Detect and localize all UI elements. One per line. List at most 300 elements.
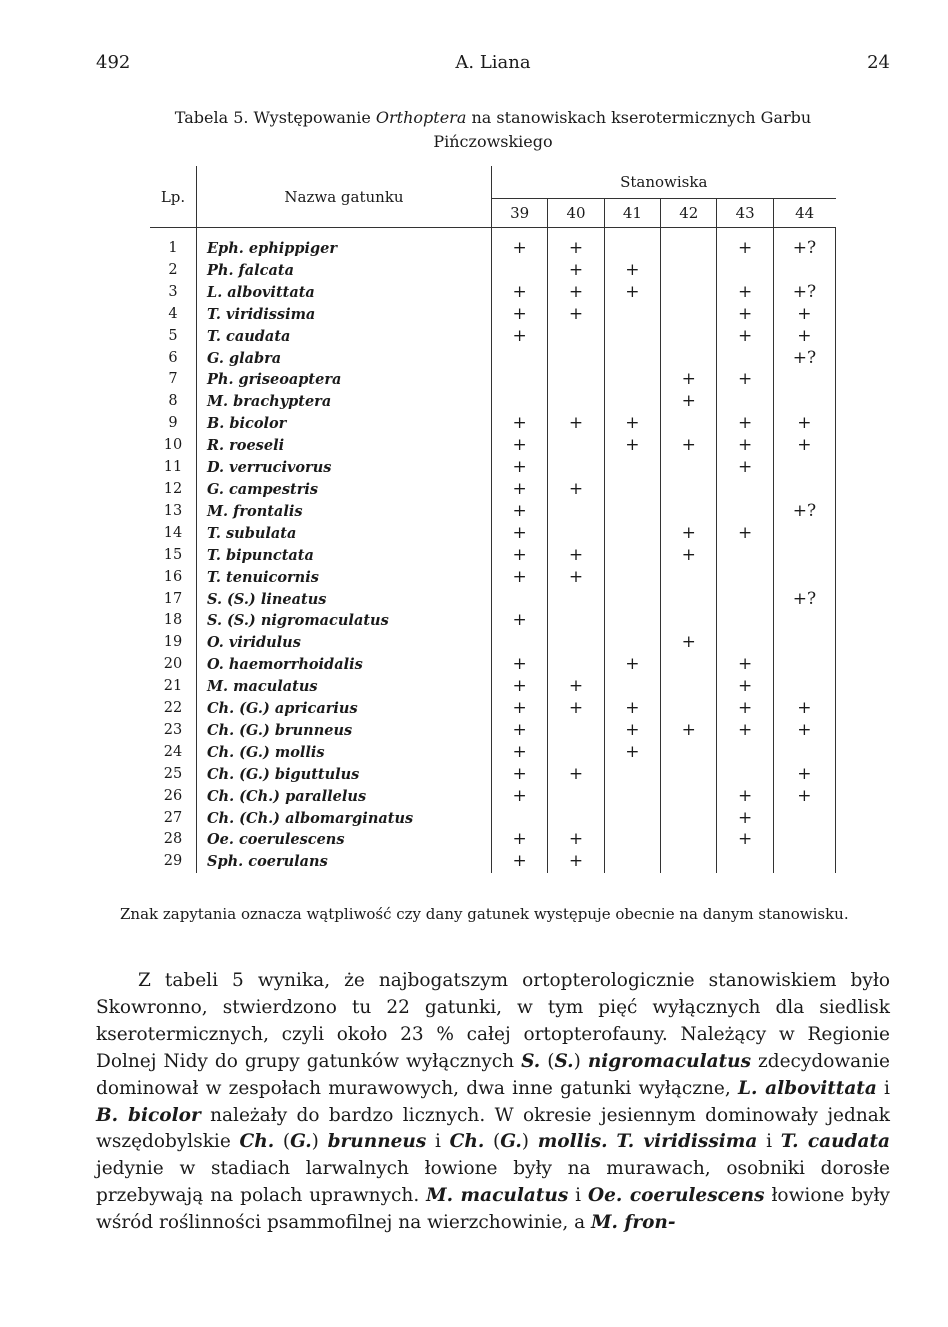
site-header: 43	[717, 199, 773, 228]
occurrence-mark	[604, 808, 660, 830]
occurrence-mark	[661, 786, 717, 808]
species-name: O. haemorrhoidalis	[197, 654, 492, 676]
table-row	[150, 304, 836, 326]
occurrence-mark: +	[773, 326, 835, 348]
occurrence-mark	[661, 698, 717, 720]
occurrence-mark: +	[492, 238, 548, 260]
occurrence-mark	[661, 808, 717, 830]
occurrence-mark: +	[717, 457, 773, 479]
table-row	[150, 545, 836, 567]
caption-suffix: na stanowiskach kserotermicznych Garbu	[466, 108, 812, 127]
site-header: 44	[773, 199, 835, 228]
row-number: 20	[150, 654, 197, 676]
occurrence-mark: +	[717, 523, 773, 545]
occurrence-mark: +	[604, 698, 660, 720]
row-number: 8	[150, 391, 197, 413]
table-row	[150, 238, 836, 260]
taxon-name: Ch.	[449, 1131, 485, 1153]
occurrence-mark	[661, 764, 717, 786]
occurrence-mark	[661, 304, 717, 326]
occurrence-mark	[548, 523, 604, 545]
occurrence-mark: +	[548, 829, 604, 851]
occurrence-mark: +	[548, 764, 604, 786]
occurrence-mark	[661, 829, 717, 851]
occurrence-mark	[492, 348, 548, 370]
occurrence-mark	[548, 348, 604, 370]
text-segment: i	[426, 1131, 450, 1153]
occurrence-mark: +	[492, 501, 548, 523]
occurrence-mark	[661, 610, 717, 632]
text-segment: i	[876, 1077, 890, 1099]
site-header: 39	[492, 199, 548, 228]
occurrence-mark	[548, 786, 604, 808]
occurrence-mark	[548, 589, 604, 611]
caption-taxon: Orthoptera	[375, 108, 467, 127]
occurrence-mark	[604, 369, 660, 391]
occurrence-mark	[773, 632, 835, 654]
page-header	[96, 52, 890, 76]
col-header-name: Nazwa gatunku	[197, 166, 492, 228]
occurrence-mark: +	[492, 326, 548, 348]
text-segment: (	[484, 1131, 501, 1153]
site-header: 41	[604, 199, 660, 228]
occurrence-mark	[548, 501, 604, 523]
occurrence-mark: +	[548, 304, 604, 326]
occurrence-mark	[661, 238, 717, 260]
table-row	[150, 851, 836, 873]
occurrence-mark	[604, 851, 660, 873]
text-segment	[608, 1131, 617, 1152]
text-segment: )	[573, 1050, 588, 1072]
taxon-name: mollis.	[537, 1131, 608, 1153]
occurrence-mark: +	[548, 545, 604, 567]
species-table-wrapper	[150, 166, 836, 873]
text-segment: należały do bardzo licznych. W okresie jesiennym dominowały jednak wszędobylskie	[96, 1104, 891, 1153]
taxon-name: T. viridissima	[616, 1131, 758, 1153]
row-number: 14	[150, 523, 197, 545]
species-name: T. viridissima	[197, 304, 492, 326]
occurrence-mark: +	[492, 610, 548, 632]
occurrence-mark	[661, 326, 717, 348]
species-name: T. subulata	[197, 523, 492, 545]
species-name: M. brachyptera	[197, 391, 492, 413]
table-row	[150, 654, 836, 676]
occurrence-mark: +	[604, 435, 660, 457]
occurrence-mark: +	[492, 829, 548, 851]
caption-prefix: Tabela 5. Występowanie	[174, 108, 376, 127]
occurrence-mark: +	[661, 435, 717, 457]
occurrence-mark	[604, 589, 660, 611]
occurrence-mark	[773, 808, 835, 830]
species-name: O. viridulus	[197, 632, 492, 654]
taxon-name: nigromaculatus	[587, 1050, 752, 1072]
species-name: M. maculatus	[197, 676, 492, 698]
text-segment: )	[521, 1131, 538, 1153]
occurrence-mark: +	[548, 676, 604, 698]
occurrence-mark	[604, 676, 660, 698]
occurrence-mark: +	[661, 369, 717, 391]
occurrence-mark	[604, 304, 660, 326]
col-header-lp: Lp.	[150, 166, 197, 228]
occurrence-mark	[604, 786, 660, 808]
taxon-name: M. maculatus	[426, 1185, 569, 1207]
text-segment: Z tabeli 5 wynika, że najbogatszym ortopterologicznie stanowiskiem było Skowronno, stwierdzono tu 22 gatunki, w tym pięć wyłącznych dla siedlisk kserotermicznych, czyli około 23 % całej ortopterofauny. Należący w Regionie Dolnej Nidy do grupy gatunków wyłącznych	[96, 970, 890, 1072]
occurrence-mark: +	[548, 698, 604, 720]
occurrence-mark	[604, 523, 660, 545]
occurrence-mark: +	[773, 764, 835, 786]
table-row	[150, 260, 836, 282]
occurrence-mark	[717, 610, 773, 632]
occurrence-mark: +?	[773, 589, 835, 611]
species-name: T. bipunctata	[197, 545, 492, 567]
occurrence-mark	[661, 654, 717, 676]
table-row	[150, 391, 836, 413]
taxon-name: Ch.	[239, 1131, 275, 1153]
row-number: 3	[150, 282, 197, 304]
occurrence-mark	[717, 501, 773, 523]
row-number: 25	[150, 764, 197, 786]
occurrence-mark	[773, 545, 835, 567]
row-number: 17	[150, 589, 197, 611]
occurrence-mark	[717, 589, 773, 611]
table-row	[150, 369, 836, 391]
occurrence-mark	[548, 654, 604, 676]
row-number: 4	[150, 304, 197, 326]
species-name: Ch. (G.) mollis	[197, 742, 492, 764]
row-number: 24	[150, 742, 197, 764]
row-number: 7	[150, 369, 197, 391]
occurrence-mark: +	[661, 720, 717, 742]
occurrence-mark	[548, 720, 604, 742]
occurrence-mark: +	[717, 369, 773, 391]
page-number: 492	[96, 52, 131, 73]
occurrence-mark: +	[717, 435, 773, 457]
occurrence-mark: +	[492, 567, 548, 589]
occurrence-mark	[492, 632, 548, 654]
table-row	[150, 435, 836, 457]
occurrence-mark	[717, 391, 773, 413]
occurrence-mark: +	[492, 698, 548, 720]
occurrence-mark	[773, 851, 835, 873]
table-row	[150, 501, 836, 523]
occurrence-mark	[661, 742, 717, 764]
occurrence-mark	[717, 479, 773, 501]
row-number: 28	[150, 829, 197, 851]
table-row	[150, 786, 836, 808]
occurrence-mark	[604, 545, 660, 567]
table-row	[150, 282, 836, 304]
body-paragraph	[96, 968, 890, 1237]
row-number: 27	[150, 808, 197, 830]
row-number: 5	[150, 326, 197, 348]
occurrence-mark	[604, 479, 660, 501]
table-row	[150, 523, 836, 545]
row-number: 9	[150, 413, 197, 435]
text-segment: i	[568, 1185, 589, 1207]
row-number: 11	[150, 457, 197, 479]
occurrence-mark	[661, 457, 717, 479]
table-row	[150, 348, 836, 370]
occurrence-mark: +	[604, 654, 660, 676]
occurrence-mark: +?	[773, 348, 835, 370]
table-row	[150, 764, 836, 786]
table-row	[150, 808, 836, 830]
table-row	[150, 720, 836, 742]
occurrence-mark	[661, 282, 717, 304]
occurrence-mark	[717, 742, 773, 764]
occurrence-mark: +	[604, 742, 660, 764]
occurrence-mark: +	[492, 457, 548, 479]
table-row	[150, 589, 836, 611]
occurrence-mark	[717, 260, 773, 282]
occurrence-mark	[548, 369, 604, 391]
occurrence-mark: +	[717, 282, 773, 304]
occurrence-mark	[604, 391, 660, 413]
occurrence-mark: +	[717, 238, 773, 260]
occurrence-mark: +	[717, 304, 773, 326]
row-number: 6	[150, 348, 197, 370]
occurrence-mark: +	[773, 698, 835, 720]
occurrence-mark: +	[717, 720, 773, 742]
table-row	[150, 610, 836, 632]
text-segment: )	[311, 1131, 328, 1153]
caption-line2: Pińczowskiego	[433, 132, 553, 151]
occurrence-mark: +	[492, 764, 548, 786]
table-row	[150, 676, 836, 698]
table-footnote: Znak zapytania oznacza wątpliwość czy dany gatunek występuje obecnie na danym stanowisku.	[120, 905, 849, 923]
occurrence-mark	[717, 545, 773, 567]
occurrence-mark	[773, 676, 835, 698]
occurrence-mark	[492, 589, 548, 611]
occurrence-mark: +	[717, 829, 773, 851]
row-number: 12	[150, 479, 197, 501]
occurrence-mark: +	[548, 567, 604, 589]
occurrence-mark	[492, 369, 548, 391]
occurrence-mark: +	[604, 282, 660, 304]
occurrence-mark: +	[604, 260, 660, 282]
occurrence-mark: +	[548, 238, 604, 260]
occurrence-mark	[661, 851, 717, 873]
occurrence-mark: +	[548, 413, 604, 435]
occurrence-mark	[661, 413, 717, 435]
text-segment: (	[540, 1050, 555, 1072]
occurrence-mark	[717, 632, 773, 654]
site-header: 42	[661, 199, 717, 228]
running-head-author: A. Liana	[455, 52, 531, 73]
occurrence-mark	[773, 742, 835, 764]
species-name: Ph. griseoaptera	[197, 369, 492, 391]
species-name: Ch. (G.) biguttulus	[197, 764, 492, 786]
text-segment: (	[274, 1131, 291, 1153]
taxon-name: T. caudata	[780, 1131, 890, 1153]
occurrence-mark: +	[492, 676, 548, 698]
table-row	[150, 829, 836, 851]
occurrence-mark: +	[661, 545, 717, 567]
table-row	[150, 698, 836, 720]
taxon-name: G.	[290, 1131, 312, 1153]
table-row	[150, 742, 836, 764]
occurrence-mark: +?	[773, 282, 835, 304]
occurrence-mark	[773, 369, 835, 391]
occurrence-mark: +	[548, 479, 604, 501]
occurrence-mark: +	[492, 720, 548, 742]
occurrence-mark	[773, 260, 835, 282]
occurrence-mark: +	[604, 720, 660, 742]
occurrence-mark: +	[548, 282, 604, 304]
row-number: 10	[150, 435, 197, 457]
taxon-name: S.	[521, 1050, 541, 1072]
species-name: G. campestris	[197, 479, 492, 501]
occurrence-mark: +	[717, 676, 773, 698]
row-number: 21	[150, 676, 197, 698]
occurrence-mark: +	[492, 413, 548, 435]
occurrence-mark	[661, 501, 717, 523]
occurrence-mark	[661, 589, 717, 611]
occurrence-mark	[773, 654, 835, 676]
species-name: R. roeseli	[197, 435, 492, 457]
occurrence-mark	[661, 676, 717, 698]
occurrence-mark	[717, 567, 773, 589]
occurrence-mark	[604, 610, 660, 632]
occurrence-mark: +	[773, 413, 835, 435]
species-name: B. bicolor	[197, 413, 492, 435]
occurrence-mark: +	[717, 698, 773, 720]
taxon-name: B. bicolor	[96, 1104, 201, 1126]
occurrence-mark: +	[492, 786, 548, 808]
occurrence-mark	[548, 326, 604, 348]
species-name: D. verrucivorus	[197, 457, 492, 479]
text-segment: łowione były wśród roślinności psammofilnej na wierzchowinie, a	[96, 1185, 890, 1234]
occurrence-mark: +	[773, 435, 835, 457]
table-row	[150, 479, 836, 501]
occurrence-mark: +?	[773, 501, 835, 523]
species-name: Sph. coerulans	[197, 851, 492, 873]
occurrence-mark	[548, 808, 604, 830]
species-table	[150, 166, 836, 873]
occurrence-mark	[548, 742, 604, 764]
occurrence-mark: +	[661, 391, 717, 413]
occurrence-mark	[604, 348, 660, 370]
species-name: Oe. coerulescens	[197, 829, 492, 851]
occurrence-mark	[604, 632, 660, 654]
table-row	[150, 457, 836, 479]
occurrence-mark	[604, 764, 660, 786]
occurrence-mark	[604, 501, 660, 523]
taxon-name: G.	[500, 1131, 522, 1153]
table-row	[150, 567, 836, 589]
occurrence-mark	[492, 391, 548, 413]
row-number: 2	[150, 260, 197, 282]
species-name: T. tenuicornis	[197, 567, 492, 589]
table-row	[150, 326, 836, 348]
table-row	[150, 632, 836, 654]
occurrence-mark: +	[717, 413, 773, 435]
section-number: 24	[867, 52, 890, 73]
occurrence-mark: +	[492, 742, 548, 764]
occurrence-mark	[773, 457, 835, 479]
text-segment: zdecydowanie dominował w zespołach murawowych, dwa inne gatunki wyłączne,	[96, 1050, 890, 1099]
species-name: Eph. ephippiger	[197, 238, 492, 260]
occurrence-mark	[548, 435, 604, 457]
occurrence-mark	[548, 391, 604, 413]
occurrence-mark	[773, 567, 835, 589]
occurrence-mark: +	[717, 326, 773, 348]
occurrence-mark	[661, 348, 717, 370]
species-name: S. (S.) nigromaculatus	[197, 610, 492, 632]
occurrence-mark: +	[604, 413, 660, 435]
occurrence-mark	[548, 457, 604, 479]
taxon-name: S.	[554, 1050, 574, 1072]
occurrence-mark: +	[492, 654, 548, 676]
occurrence-mark	[548, 632, 604, 654]
row-number: 15	[150, 545, 197, 567]
taxon-name: brunneus	[327, 1131, 427, 1153]
occurrence-mark: +	[492, 282, 548, 304]
occurrence-mark	[604, 567, 660, 589]
species-name: Ch. (Ch.) albomarginatus	[197, 808, 492, 830]
occurrence-mark	[661, 479, 717, 501]
species-name: L. albovittata	[197, 282, 492, 304]
occurrence-mark	[717, 764, 773, 786]
species-name: Ph. falcata	[197, 260, 492, 282]
species-name: M. frontalis	[197, 501, 492, 523]
occurrence-mark	[661, 567, 717, 589]
occurrence-mark	[661, 260, 717, 282]
taxon-name: L. albovittata	[737, 1077, 877, 1099]
row-number: 1	[150, 238, 197, 260]
row-number: 22	[150, 698, 197, 720]
taxon-name: M. fron-	[591, 1212, 676, 1234]
occurrence-mark: +	[492, 545, 548, 567]
occurrence-mark	[604, 829, 660, 851]
occurrence-mark	[604, 457, 660, 479]
occurrence-mark	[717, 348, 773, 370]
occurrence-mark: +	[548, 851, 604, 873]
occurrence-mark: +	[661, 523, 717, 545]
table-row	[150, 413, 836, 435]
occurrence-mark	[773, 829, 835, 851]
occurrence-mark: +	[492, 479, 548, 501]
text-segment: jedynie w stadiach larwalnych łowione były na murawach, osobniki dorosłe przebywają na polach uprawnych.	[96, 1158, 890, 1207]
occurrence-mark: +	[717, 808, 773, 830]
row-number: 16	[150, 567, 197, 589]
occurrence-mark: +?	[773, 238, 835, 260]
occurrence-mark: +	[492, 304, 548, 326]
row-number: 26	[150, 786, 197, 808]
species-name: Ch. (G.) brunneus	[197, 720, 492, 742]
occurrence-mark: +	[773, 720, 835, 742]
occurrence-mark	[548, 610, 604, 632]
occurrence-mark	[773, 610, 835, 632]
occurrence-mark: +	[492, 523, 548, 545]
occurrence-mark: +	[773, 304, 835, 326]
occurrence-mark: +	[717, 786, 773, 808]
occurrence-mark: +	[717, 654, 773, 676]
occurrence-mark: +	[773, 786, 835, 808]
occurrence-mark	[717, 851, 773, 873]
row-number: 18	[150, 610, 197, 632]
occurrence-mark	[492, 808, 548, 830]
taxon-name: Oe. coerulescens	[588, 1185, 765, 1207]
occurrence-mark	[492, 260, 548, 282]
occurrence-mark: +	[661, 632, 717, 654]
row-number: 13	[150, 501, 197, 523]
text-segment: i	[757, 1131, 781, 1153]
row-number: 19	[150, 632, 197, 654]
site-header: 40	[548, 199, 604, 228]
species-name: S. (S.) lineatus	[197, 589, 492, 611]
table-caption	[96, 106, 890, 154]
